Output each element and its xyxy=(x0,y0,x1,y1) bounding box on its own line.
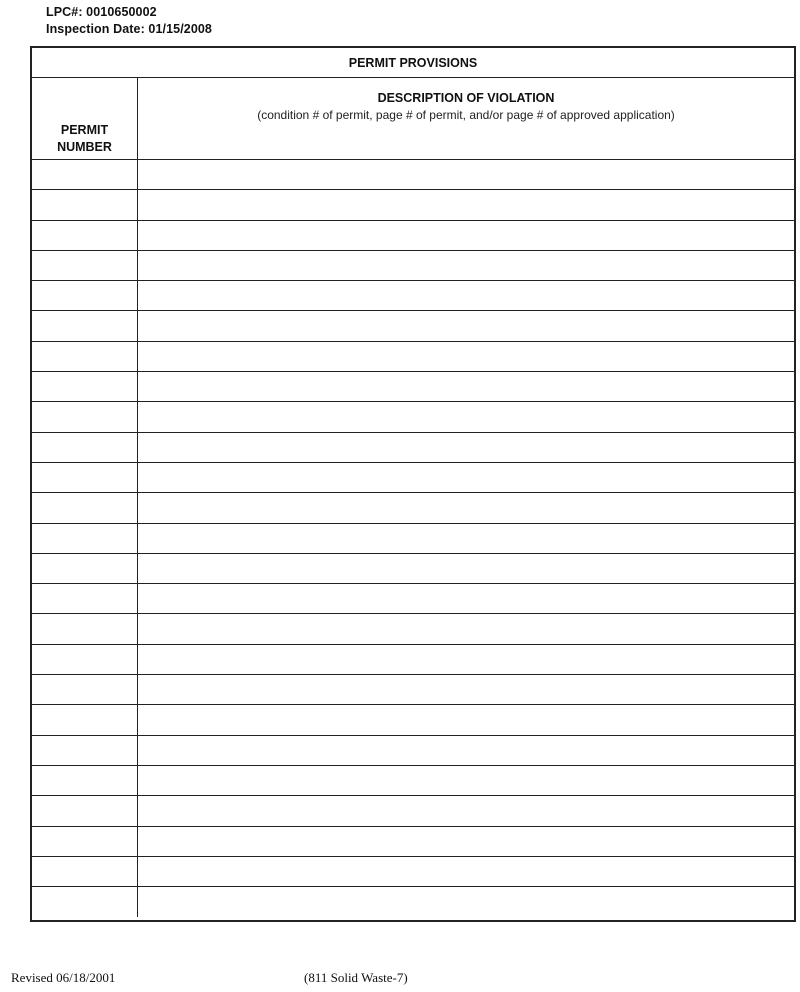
violation-description-cell[interactable] xyxy=(138,463,794,492)
violation-description-cell[interactable] xyxy=(138,645,794,674)
violation-description-cell[interactable] xyxy=(138,251,794,280)
table-row xyxy=(32,705,794,735)
table-row xyxy=(32,190,794,220)
table-row xyxy=(32,645,794,675)
table-row xyxy=(32,251,794,281)
table-row xyxy=(32,584,794,614)
permit-provisions-table xyxy=(30,46,796,922)
permit-number-cell[interactable] xyxy=(32,311,138,340)
permit-number-cell[interactable] xyxy=(32,584,138,613)
permit-number-cell[interactable] xyxy=(32,221,138,250)
violation-description-cell[interactable] xyxy=(138,827,794,856)
permit-number-cell[interactable] xyxy=(32,524,138,553)
permit-number-header xyxy=(32,78,138,160)
table-row xyxy=(32,554,794,584)
table-row xyxy=(32,311,794,341)
violation-description-cell[interactable] xyxy=(138,796,794,825)
violation-description-cell[interactable] xyxy=(138,311,794,340)
violation-description-cell[interactable] xyxy=(138,190,794,219)
permit-number-cell[interactable] xyxy=(32,463,138,492)
permit-number-cell[interactable] xyxy=(32,796,138,825)
table-row xyxy=(32,221,794,251)
permit-number-cell[interactable] xyxy=(32,160,138,189)
violation-description-cell[interactable] xyxy=(138,402,794,431)
permit-number-cell[interactable] xyxy=(32,433,138,462)
violation-description-cell[interactable] xyxy=(138,614,794,643)
violation-description-cell[interactable] xyxy=(138,524,794,553)
table-row xyxy=(32,736,794,766)
violation-description-cell[interactable] xyxy=(138,160,794,189)
permit-number-cell[interactable] xyxy=(32,372,138,401)
violation-description-cell[interactable] xyxy=(138,281,794,310)
table-row xyxy=(32,372,794,402)
permit-number-cell[interactable] xyxy=(32,645,138,674)
permit-number-cell[interactable] xyxy=(32,705,138,734)
violation-description-cell[interactable] xyxy=(138,342,794,371)
table-row xyxy=(32,160,794,190)
lpc-number: LPC#: 0010650002 xyxy=(46,5,157,19)
permit-number-cell[interactable] xyxy=(32,614,138,643)
permit-number-cell[interactable] xyxy=(32,857,138,886)
permit-number-cell[interactable] xyxy=(32,281,138,310)
permit-number-cell[interactable] xyxy=(32,251,138,280)
violation-description-cell[interactable] xyxy=(138,736,794,765)
revised-date: Revised 06/18/2001 xyxy=(11,970,116,985)
table-row xyxy=(32,827,794,857)
permit-number-cell[interactable] xyxy=(32,342,138,371)
violation-description-cell[interactable] xyxy=(138,554,794,583)
permit-number-cell[interactable] xyxy=(32,827,138,856)
violation-description-cell[interactable] xyxy=(138,766,794,795)
inspection-date: Inspection Date: 01/15/2008 xyxy=(46,22,212,36)
permit-number-cell[interactable] xyxy=(32,675,138,704)
description-header-subtitle: (condition # of permit, page # of permit, and/or page # of approved application) xyxy=(257,108,675,122)
violation-description-cell[interactable] xyxy=(138,857,794,886)
table-row xyxy=(32,433,794,463)
table-row xyxy=(32,796,794,826)
permit-number-cell[interactable] xyxy=(32,766,138,795)
description-header-title: DESCRIPTION OF VIOLATION xyxy=(377,91,555,105)
table-row xyxy=(32,281,794,311)
table-row xyxy=(32,766,794,796)
permit-number-cell[interactable] xyxy=(32,887,138,917)
violation-description-cell[interactable] xyxy=(138,433,794,462)
table-row xyxy=(32,857,794,887)
violation-description-cell[interactable] xyxy=(138,705,794,734)
table-row xyxy=(32,887,794,917)
violation-description-cell[interactable] xyxy=(138,221,794,250)
permit-number-cell[interactable] xyxy=(32,402,138,431)
violation-description-cell[interactable] xyxy=(138,372,794,401)
permit-number-cell[interactable] xyxy=(32,736,138,765)
permit-number-header-line1: PERMIT xyxy=(60,123,109,137)
violation-description-cell[interactable] xyxy=(138,887,794,917)
table-row xyxy=(32,675,794,705)
permit-number-cell[interactable] xyxy=(32,554,138,583)
violation-description-cell[interactable] xyxy=(138,493,794,522)
violation-description-cell[interactable] xyxy=(138,584,794,613)
table-row xyxy=(32,402,794,432)
table-row xyxy=(32,342,794,372)
form-identifier: (811 Solid Waste-7) xyxy=(304,970,408,985)
table-title: PERMIT PROVISIONS xyxy=(32,48,794,78)
table-row xyxy=(32,614,794,644)
permit-number-cell[interactable] xyxy=(32,190,138,219)
violation-description-cell[interactable] xyxy=(138,675,794,704)
table-body xyxy=(32,160,794,920)
table-row xyxy=(32,493,794,523)
table-row xyxy=(32,524,794,554)
permit-number-cell[interactable] xyxy=(32,493,138,522)
table-row xyxy=(32,463,794,493)
permit-number-header-line2: NUMBER xyxy=(57,140,112,154)
description-header xyxy=(138,78,794,160)
